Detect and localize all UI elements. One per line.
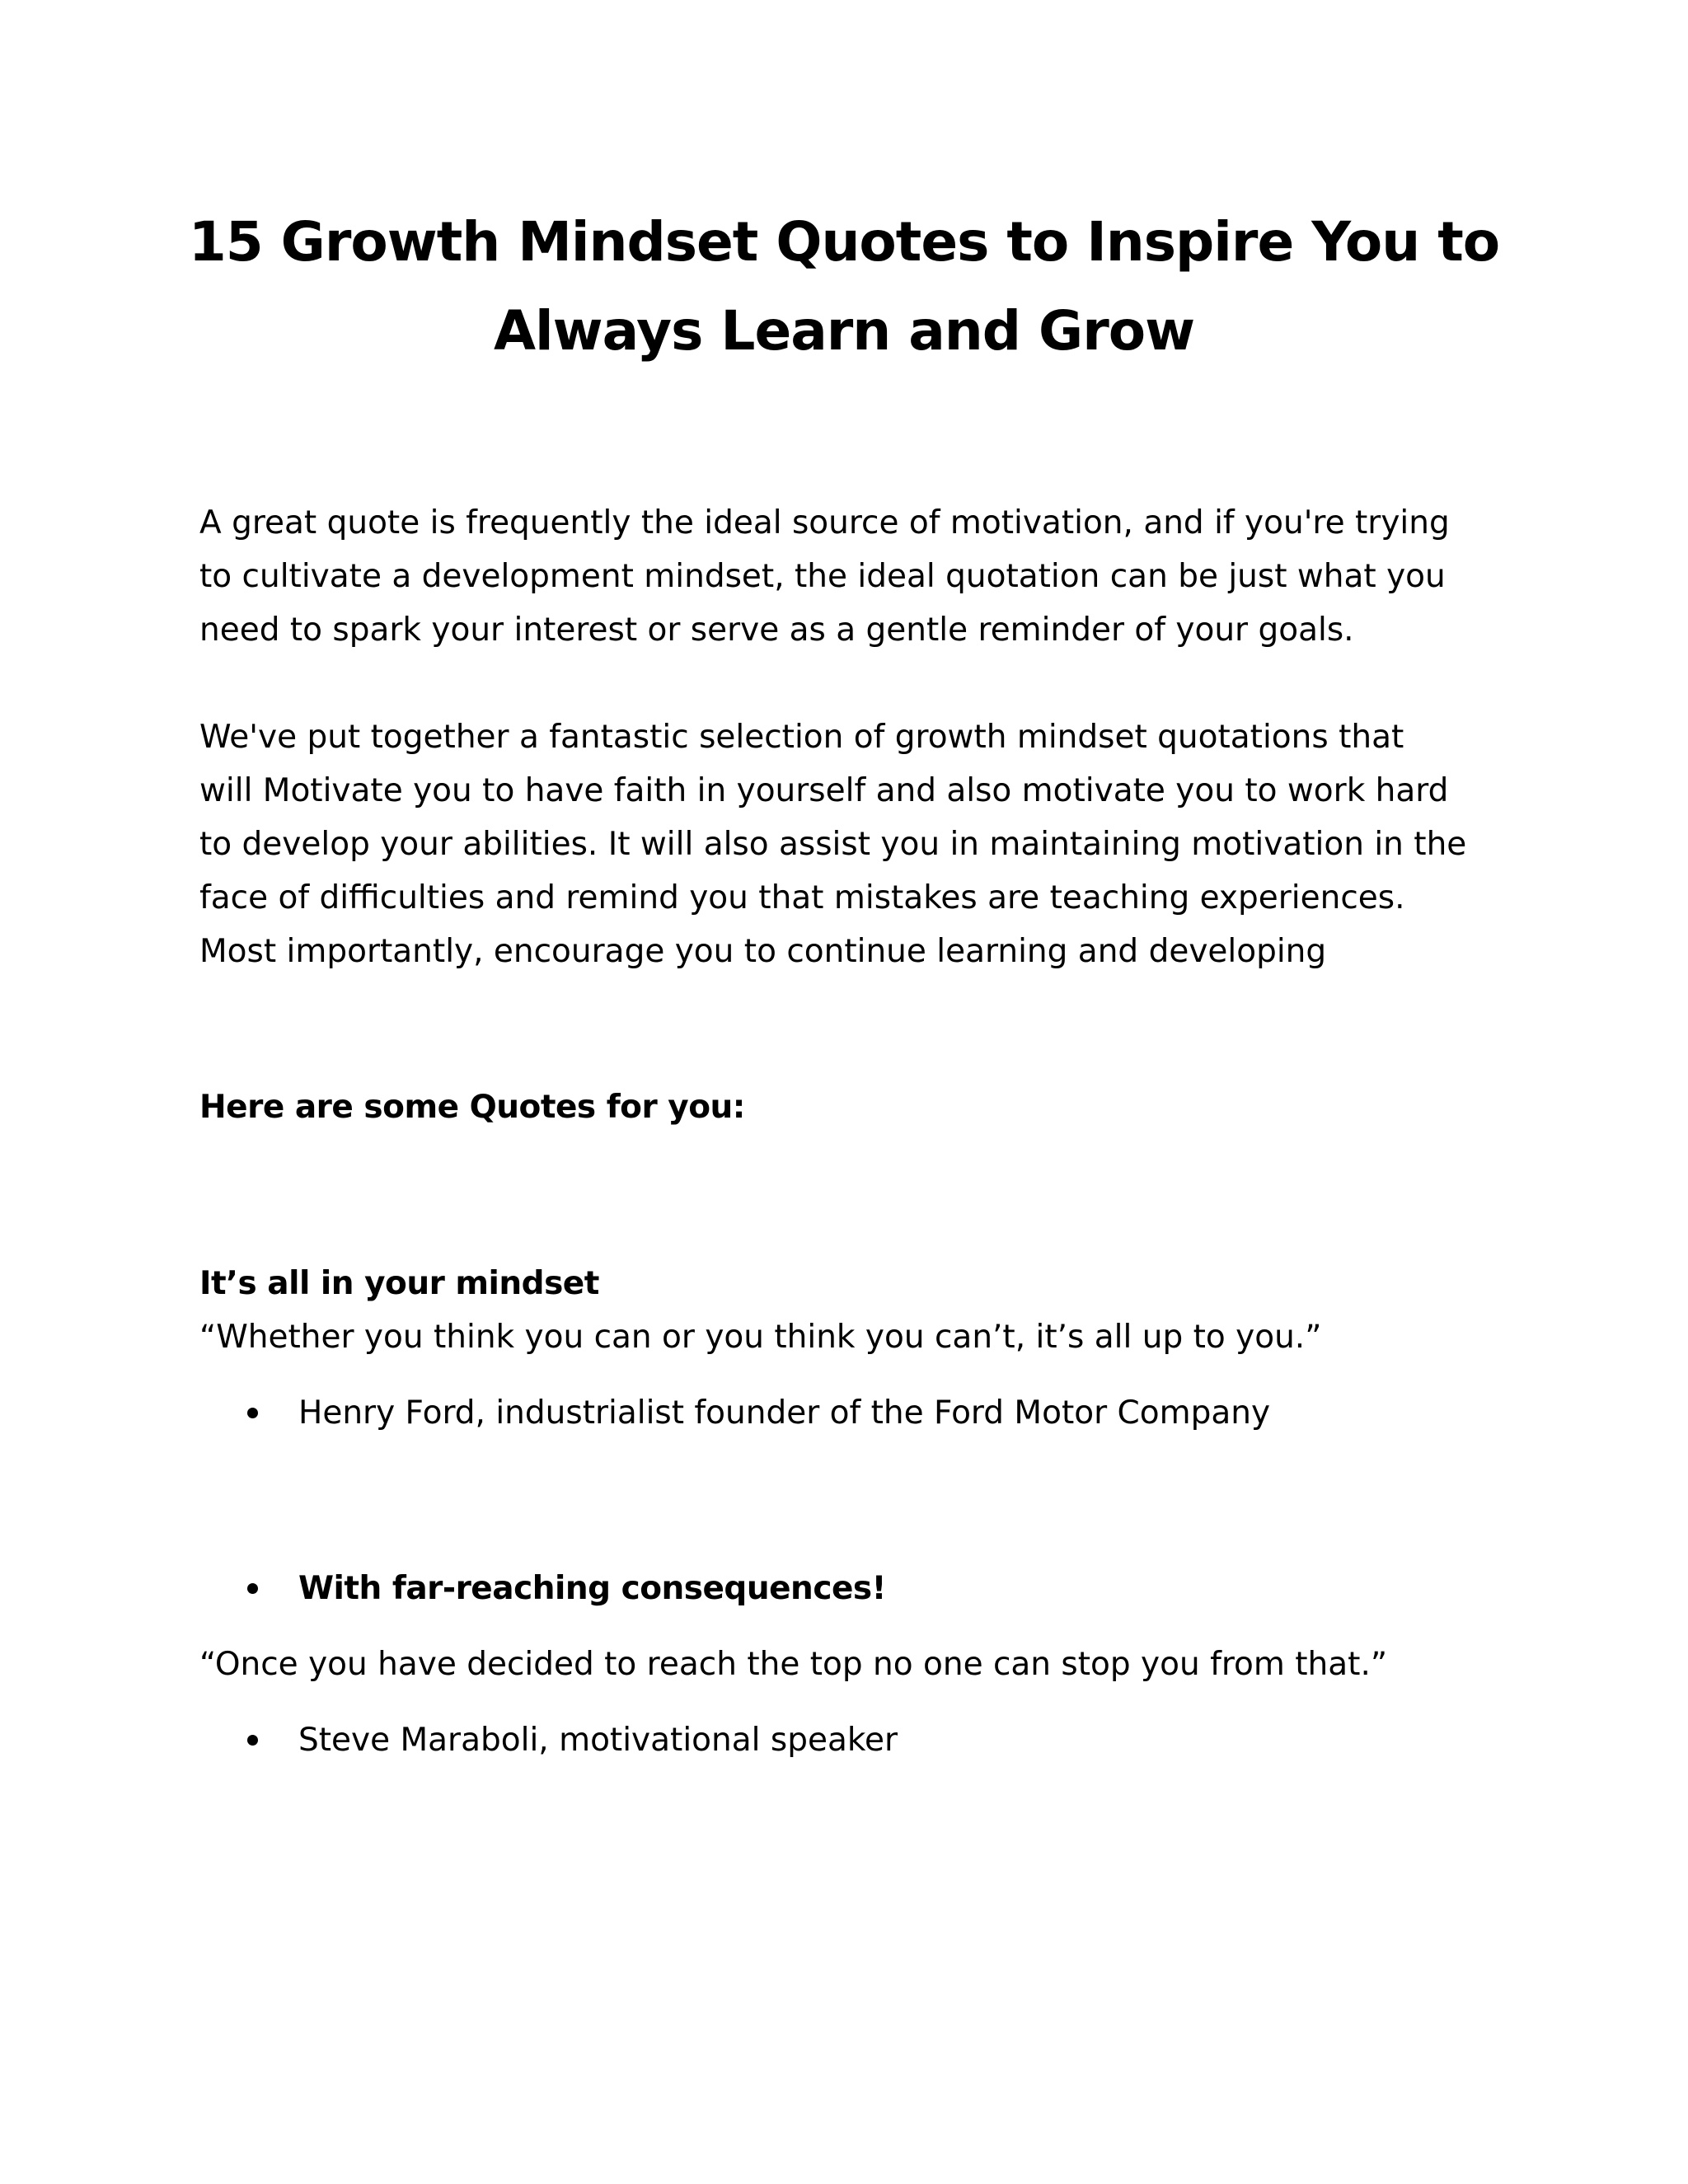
intro-paragraph	[199, 496, 1535, 657]
paragraph-line: face of difficulties and remind you that mistakes are teaching experiences.	[199, 879, 1405, 916]
paragraph-line: to cultivate a development mindset, the ideal quotation can be just what you	[199, 558, 1446, 595]
quote-text: “Once you have decided to reach the top no one can stop you from that.”	[199, 1646, 1388, 1683]
quote-author: Henry Ford, industrialist founder of the Ford Motor Company	[298, 1394, 1271, 1432]
quote-author: Steve Maraboli, motivational speaker	[298, 1722, 898, 1759]
bullet-icon	[247, 1735, 258, 1746]
paragraph-line: A great quote is frequently the ideal source of motivation, and if you're trying	[199, 504, 1450, 541]
document-title	[165, 198, 1523, 376]
paragraph-line: We've put together a fantastic selection of growth mindset quotations that	[199, 719, 1404, 756]
paragraph-line: will Motivate you to have faith in yourself and also motivate you to work hard	[199, 772, 1449, 809]
title-line: Always Learn and Grow	[493, 299, 1195, 363]
quote-heading: With far-reaching consequences!	[298, 1570, 886, 1607]
quote-text: “Whether you think you can or you think you can’t, it’s all up to you.”	[199, 1319, 1322, 1356]
title-line: 15 Growth Mindset Quotes to Inspire You to	[188, 210, 1500, 274]
quote-heading: It’s all in your mindset	[199, 1265, 599, 1302]
bullet-icon	[247, 1583, 258, 1594]
paragraph-line: to develop your abilities. It will also assist you in maintaining motivation in the	[199, 826, 1467, 863]
bullet-icon	[247, 1408, 258, 1418]
paragraph-line: need to spark your interest or serve as a gentle reminder of your goals.	[199, 612, 1354, 649]
second-paragraph	[199, 710, 1535, 978]
paragraph-line: Most importantly, encourage you to continue learning and developing	[199, 933, 1327, 970]
section-heading: Here are some Quotes for you:	[199, 1089, 745, 1126]
